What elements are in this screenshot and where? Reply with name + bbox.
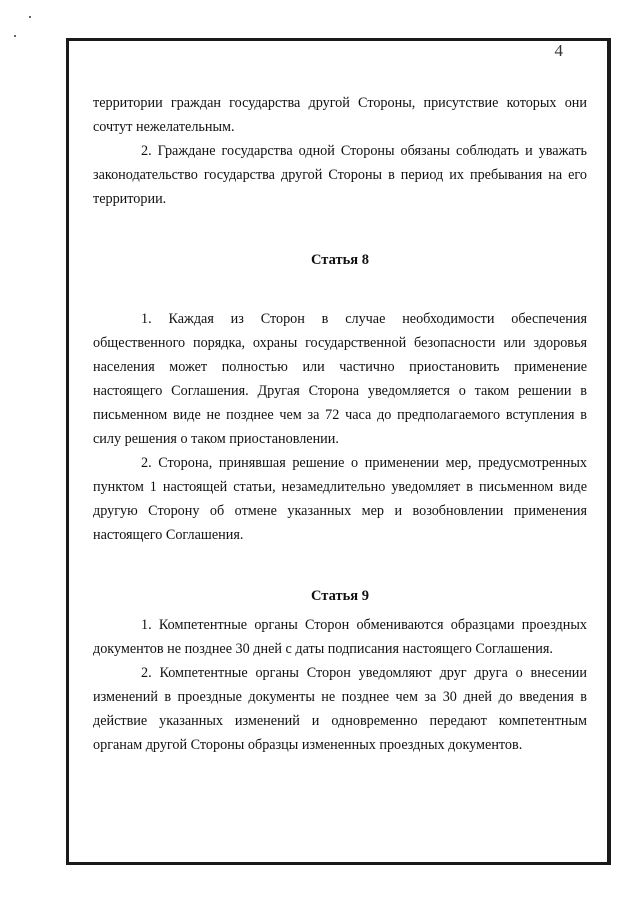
article-9-paragraph-2: 2. Компетентные органы Сторон уведомляют друг друга о внесении изменений в проездные документы не позднее чем за 30 дней до введения в действие указанных изменений и одновременно передают компетентным органам другой Стороны образцы измененных проездных документов. (93, 665, 587, 753)
continuation-paragraph: территории граждан государства другой Стороны, присутствие которых они сочтут нежелательным. (93, 95, 587, 135)
paragraph: 2. Граждане государства одной Стороны обязаны соблюдать и уважать законодательство государства другой Стороны в период их пребывания на его территории. (93, 143, 587, 207)
article-8-paragraph-1: 1. Каждая из Сторон в случае необходимости обеспечения общественного порядка, охраны государственной безопасности или здоровья населения может полностью или частично приостановить применение настоящего Соглашения. Другая Сторона уведомляется о таком решении в письменном виде не позднее чем за 72 часа до предполагаемого вступления в силу решения о таком приостановлении. (93, 311, 587, 447)
page-frame (66, 38, 611, 865)
document-body (93, 91, 587, 757)
scan-speck (14, 35, 16, 37)
article-8-paragraph-2: 2. Сторона, принявшая решение о применении мер, предусмотренных пунктом 1 настоящей статьи, незамедлительно уведомляет в письменном виде другую Сторону об отмене указанных мер и возобновлении применения настоящего Соглашения. (93, 455, 587, 543)
article-9-title: Статья 9 (311, 588, 369, 604)
page-number: 4 (554, 41, 563, 60)
scan-speck (29, 16, 31, 18)
article-8-title: Статья 8 (311, 252, 369, 268)
article-9-paragraph-1: 1. Компетентные органы Сторон обмениваются образцами проездных документов не позднее 30 дней с даты подписания настоящего Соглашения. (93, 617, 587, 657)
